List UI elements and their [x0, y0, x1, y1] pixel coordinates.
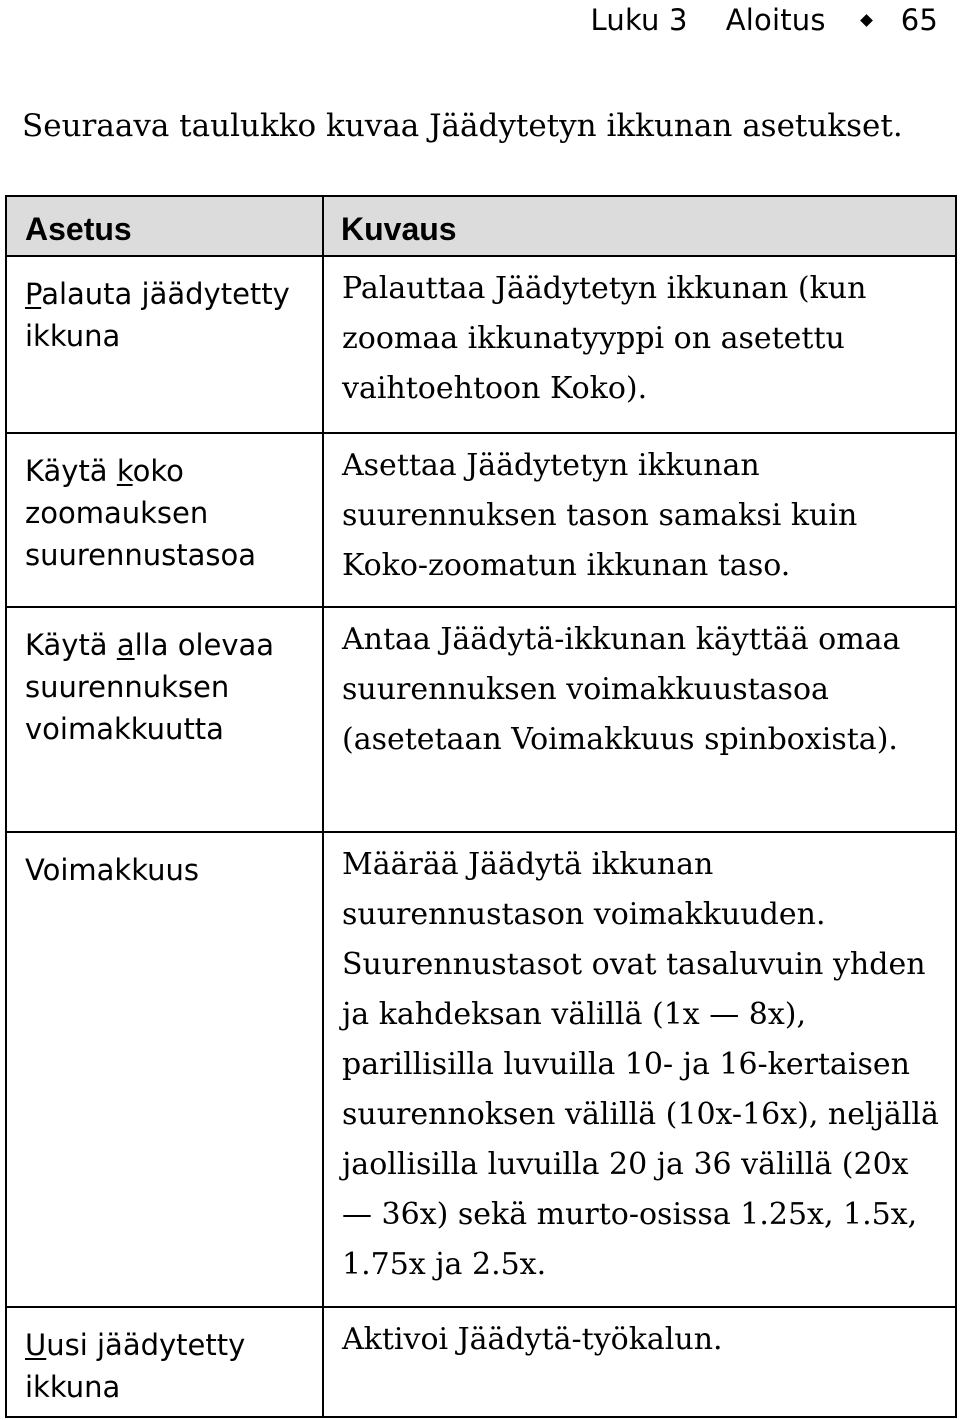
- column-header-description: Kuvaus: [323, 196, 956, 256]
- table-row: [6, 256, 956, 433]
- table-header-row: [6, 196, 956, 256]
- setting-name: Voimakkuus: [6, 832, 323, 1307]
- mnemonic-letter: k: [116, 454, 133, 488]
- diamond-separator-icon: [860, 14, 873, 27]
- running-header: [591, 0, 938, 40]
- column-header-setting: Asetus: [6, 196, 323, 256]
- table-row: [6, 433, 956, 607]
- setting-name: Uusi jäädytetty ikkuna: [6, 1307, 323, 1417]
- table-row: [6, 607, 956, 832]
- setting-description: Määrää Jäädytä ikkunan suurennustason voimakkuuden. Suurennustasot ovat tasaluvuin yhden ja kahdeksan välillä (1x — 8x), parillisilla luvuilla 10- ja 16-kertaisen suurennoksen välillä (10x-16x), neljällä jaollisilla luvuilla 20 ja 36 välillä (20x — 36x) sekä murto-osissa 1.25x, 1.5x, 1.75x ja 2.5x.: [323, 832, 956, 1307]
- setting-name: Käytä koko zoomauksen suurennustasoa: [6, 433, 323, 607]
- mnemonic-letter: P: [25, 277, 42, 311]
- mnemonic-letter: U: [25, 1328, 47, 1362]
- setting-name: Käytä alla olevaa suurennuksen voimakkuutta: [6, 607, 323, 832]
- setting-name: Palauta jäädytetty ikkuna: [6, 256, 323, 433]
- table-row: [6, 832, 956, 1307]
- chapter-label: Luku 3: [590, 3, 688, 37]
- setting-description: Antaa Jäädytä-ikkunan käyttää omaa suurennuksen voimakkuustasoa (asetetaan Voimakkuus spinboxista).: [323, 607, 956, 832]
- intro-paragraph: Seuraava taulukko kuvaa Jäädytetyn ikkunan asetukset.: [22, 108, 903, 144]
- setting-description: Palauttaa Jäädytetyn ikkunan (kun zoomaa ikkunatyyppi on asetettu vaihtoehtoon Koko).: [323, 256, 956, 433]
- settings-table: [5, 195, 957, 1418]
- section-label: Aloitus: [725, 3, 826, 37]
- setting-description: Aktivoi Jäädytä-työkalun.: [323, 1307, 956, 1417]
- page-number: 65: [900, 3, 938, 37]
- setting-description: Asettaa Jäädytetyn ikkunan suurennuksen tason samaksi kuin Koko-zoomatun ikkunan taso.: [323, 433, 956, 607]
- mnemonic-letter: a: [116, 628, 135, 662]
- table-row: [6, 1307, 956, 1417]
